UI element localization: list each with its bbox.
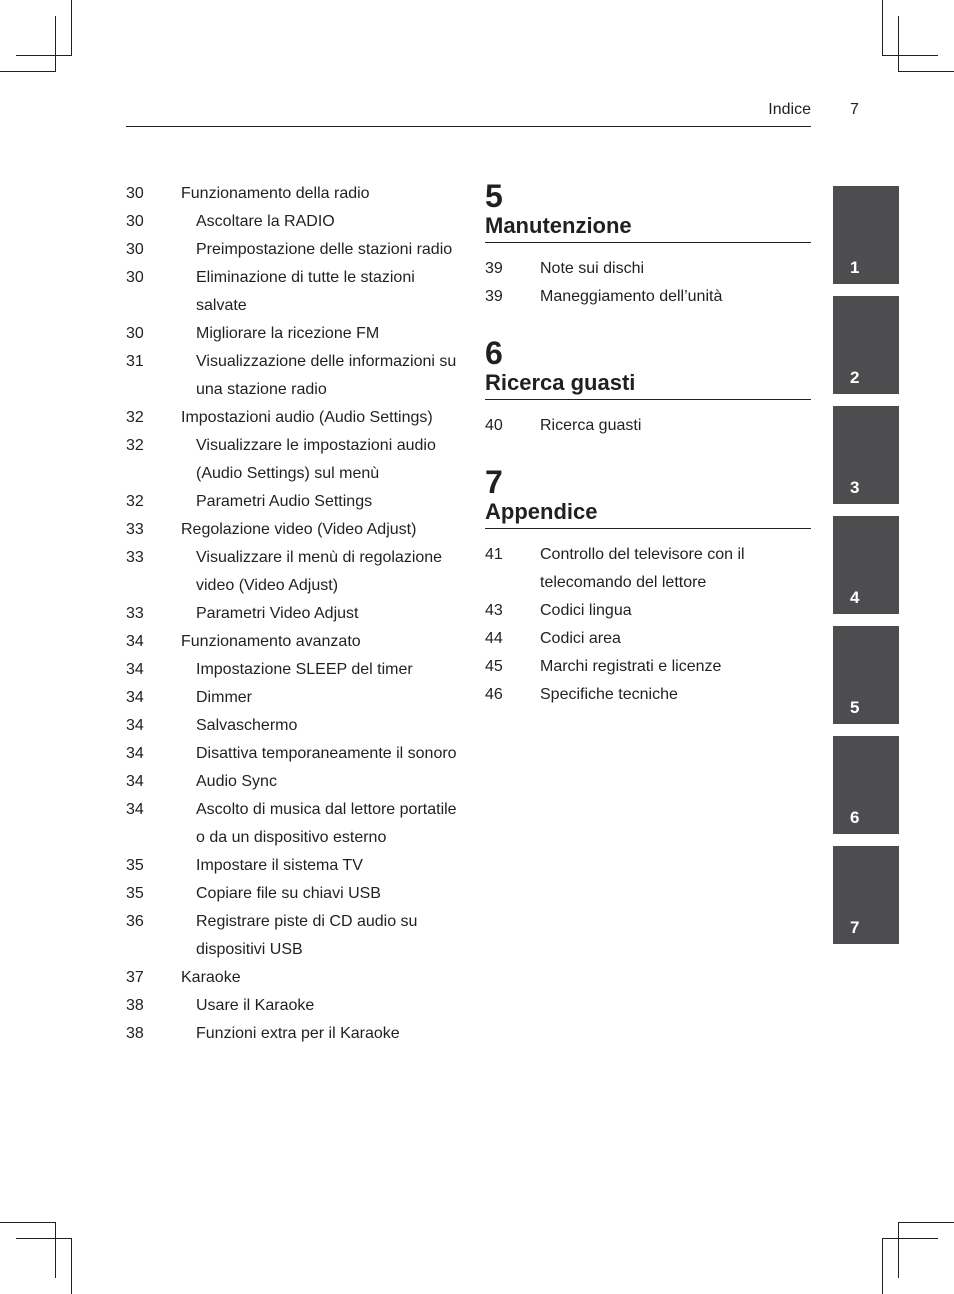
toc-entry[interactable]: [126, 880, 461, 908]
toc-section: [485, 466, 811, 709]
toc-entry-page: 35: [126, 885, 144, 902]
toc-entry-title: Codici lingua: [540, 602, 632, 619]
toc-entry-page: 33: [126, 549, 144, 566]
toc-entry-title: Audio Sync: [196, 773, 277, 790]
toc-entry-page: 30: [126, 213, 144, 230]
toc-entry-page: 33: [126, 605, 144, 622]
chapter-tab-label: 1: [850, 258, 860, 277]
toc-entry[interactable]: [126, 348, 461, 404]
toc-entry-page: 36: [126, 913, 144, 930]
chapter-tab-4[interactable]: [833, 516, 899, 614]
toc-entry-page: 30: [126, 325, 144, 342]
toc-entry-title: Visualizzazione delle informazioni su una stazione radio: [196, 353, 457, 398]
toc-entry[interactable]: [126, 796, 461, 852]
toc-entry-page: 39: [485, 288, 503, 305]
section-title: Ricerca guasti: [485, 370, 636, 395]
toc-entry-page: 40: [485, 417, 503, 434]
section-number: 6: [485, 335, 503, 371]
toc-entry-title: Registrare piste di CD audio su dispositivi USB: [196, 913, 418, 958]
toc-entry[interactable]: [126, 684, 461, 712]
toc-entry[interactable]: [126, 488, 461, 516]
toc-entry[interactable]: [126, 180, 461, 208]
toc-entry[interactable]: [126, 908, 461, 964]
toc-entry-page: 31: [126, 353, 144, 370]
toc-entry-page: 30: [126, 269, 144, 286]
chapter-tab-label: 3: [850, 478, 860, 497]
header-rule: [126, 126, 811, 127]
toc-entry-title: Ascoltare la RADIO: [196, 213, 335, 230]
toc-entry-page: 35: [126, 857, 144, 874]
section-rule: [485, 242, 811, 243]
section-number: 7: [485, 464, 503, 500]
toc-entry[interactable]: [126, 404, 461, 432]
toc-entry-page: 34: [126, 773, 144, 790]
chapter-tab-1[interactable]: [833, 186, 899, 284]
toc-entry-title: Impostare il sistema TV: [196, 857, 363, 874]
chapter-tab-label: 5: [850, 698, 860, 717]
toc-entry-page: 34: [126, 661, 144, 678]
toc-entry[interactable]: [485, 283, 811, 311]
toc-entry[interactable]: [126, 712, 461, 740]
toc-entry-title: Specifiche tecniche: [540, 686, 678, 703]
toc-entry-page: 34: [126, 689, 144, 706]
toc-entry-page: 34: [126, 745, 144, 762]
toc-entry-page: 32: [126, 409, 144, 426]
toc-section: [485, 180, 811, 311]
toc-entry-page: 34: [126, 801, 144, 818]
toc-entry[interactable]: [126, 264, 461, 320]
toc-entry-page: 43: [485, 602, 503, 619]
toc-entry[interactable]: [126, 768, 461, 796]
toc-entry-page: 41: [485, 546, 503, 563]
toc-entry[interactable]: [485, 541, 811, 597]
toc-entry[interactable]: [126, 992, 461, 1020]
toc-section: [485, 337, 811, 440]
chapter-tab-5[interactable]: [833, 626, 899, 724]
toc-entry-title: Impostazione SLEEP del timer: [196, 661, 413, 678]
toc-entry[interactable]: [485, 681, 811, 709]
toc-entry[interactable]: [126, 208, 461, 236]
toc-entry-title: Funzionamento della radio: [181, 185, 370, 202]
toc-entry-page: 34: [126, 633, 144, 650]
page-header-title: Indice: [768, 101, 811, 118]
chapter-tab-label: 4: [850, 588, 860, 607]
toc-entry[interactable]: [126, 964, 461, 992]
toc-entry-page: 32: [126, 437, 144, 454]
toc-entry[interactable]: [485, 412, 811, 440]
toc-entry-title: Parametri Video Adjust: [196, 605, 359, 622]
toc-entry-title: Copiare file su chiavi USB: [196, 885, 381, 902]
chapter-tab-3[interactable]: [833, 406, 899, 504]
toc-entry-title: Eliminazione di tutte le stazioni salvate: [196, 269, 415, 314]
chapter-tab-7[interactable]: [833, 846, 899, 944]
toc-entry[interactable]: [485, 597, 811, 625]
toc-entry[interactable]: [126, 516, 461, 544]
chapter-tab-label: 2: [850, 368, 860, 387]
toc-entry-page: 38: [126, 997, 144, 1014]
toc-entry-page: 38: [126, 1025, 144, 1042]
page-number: 7: [850, 101, 859, 118]
toc-entry-title: Salvaschermo: [196, 717, 298, 734]
toc-entry-title: Dimmer: [196, 689, 252, 706]
toc-entry-title: Usare il Karaoke: [196, 997, 315, 1014]
toc-entry[interactable]: [126, 544, 461, 600]
toc-entry-page: 34: [126, 717, 144, 734]
toc-entry-title: Funzionamento avanzato: [181, 633, 361, 650]
toc-entry[interactable]: [126, 320, 461, 348]
section-title: Appendice: [485, 499, 598, 524]
toc-left-column: [126, 180, 461, 1048]
toc-right-column: [485, 180, 811, 709]
toc-entry-page: 33: [126, 521, 144, 538]
toc-entry[interactable]: [126, 432, 461, 488]
section-rule: [485, 399, 811, 400]
toc-entry[interactable]: [126, 740, 461, 768]
chapter-tab-6[interactable]: [833, 736, 899, 834]
toc-entry-page: 30: [126, 185, 144, 202]
section-title: Manutenzione: [485, 213, 632, 238]
toc-entry-title: Preimpostazione delle stazioni radio: [196, 241, 453, 258]
section-rule: [485, 528, 811, 529]
chapter-tab-label: 7: [850, 918, 860, 937]
toc-entry-title: Codici area: [540, 630, 621, 647]
toc-entry[interactable]: [485, 653, 811, 681]
toc-entry[interactable]: [126, 600, 461, 628]
chapter-tab-2[interactable]: [833, 296, 899, 394]
toc-entry-title: Note sui dischi: [540, 260, 645, 277]
toc-entry-title: Parametri Audio Settings: [196, 493, 373, 510]
toc-entry-title: Karaoke: [181, 969, 241, 986]
chapter-tab-label: 6: [850, 808, 860, 827]
toc-entry-title: Maneggiamento dell’unità: [540, 288, 723, 305]
toc-entry-title: Ricerca guasti: [540, 417, 642, 434]
section-number: 5: [485, 178, 503, 214]
toc-entry-page: 30: [126, 241, 144, 258]
toc-entry[interactable]: [126, 1020, 461, 1048]
toc-entry-title: Migliorare la ricezione FM: [196, 325, 380, 342]
toc-entry[interactable]: [485, 255, 811, 283]
toc-entry-title: Ascolto di musica dal lettore portatile o da un dispositivo esterno: [196, 801, 457, 846]
toc-entry-page: 39: [485, 260, 503, 277]
toc-entry-title: Visualizzare le impostazioni audio (Audio Settings) sul menù: [196, 437, 436, 482]
toc-entry[interactable]: [126, 628, 461, 656]
toc-entry-page: 44: [485, 630, 503, 647]
toc-entry-title: Funzioni extra per il Karaoke: [196, 1025, 400, 1042]
toc-entry-title: Visualizzare il menù di regolazione video (Video Adjust): [196, 549, 443, 594]
toc-entry-page: 45: [485, 658, 503, 675]
toc-entry-page: 37: [126, 969, 144, 986]
toc-entry[interactable]: [126, 236, 461, 264]
toc-entry-page: 46: [485, 686, 503, 703]
toc-entry[interactable]: [485, 625, 811, 653]
toc-entry[interactable]: [126, 656, 461, 684]
toc-entry-page: 32: [126, 493, 144, 510]
toc-entry-title: Regolazione video (Video Adjust): [181, 521, 417, 538]
toc-entry[interactable]: [126, 852, 461, 880]
toc-entry-title: Impostazioni audio (Audio Settings): [181, 409, 433, 426]
toc-entry-title: Controllo del televisore con il telecomando del lettore: [540, 546, 745, 591]
toc-entry-title: Disattiva temporaneamente il sonoro: [196, 745, 457, 762]
toc-entry-title: Marchi registrati e licenze: [540, 658, 722, 675]
